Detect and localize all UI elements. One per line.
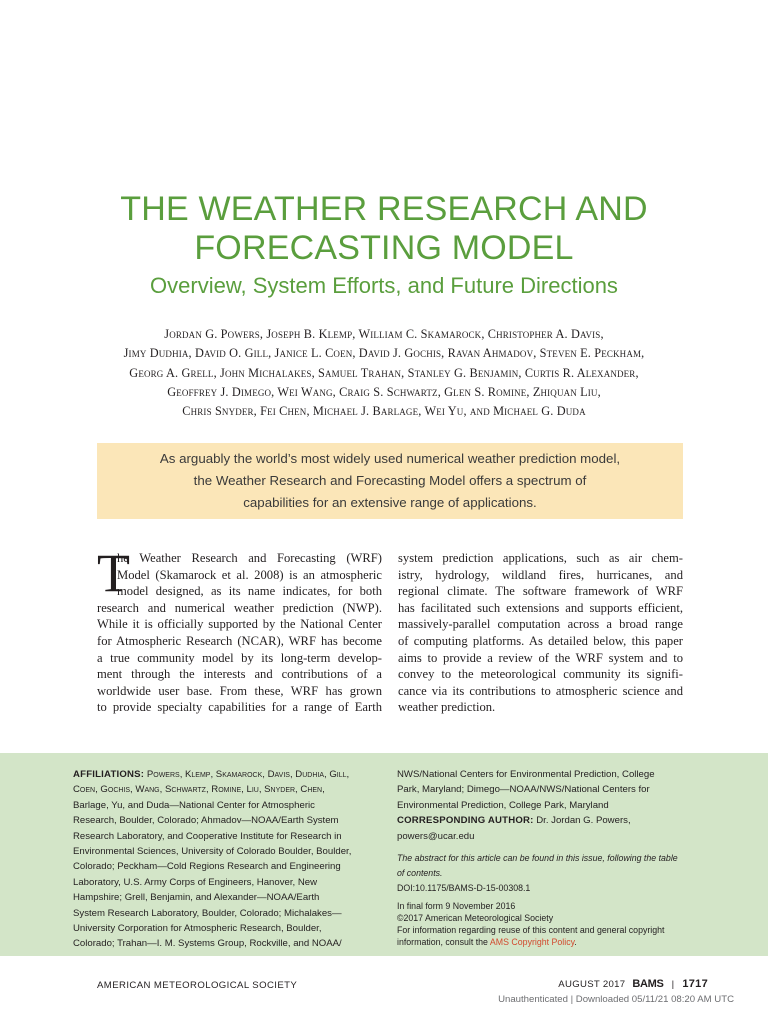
drop-cap: T — [97, 543, 130, 603]
abstract-note: The abstract for this article can be found in this issue, following the table — [397, 853, 678, 864]
abstract-callout — [97, 443, 683, 519]
corresponding-author-label: CORRESPONDING AUTHOR: — [397, 815, 534, 827]
doi: DOI:10.1175/BAMS-D-15-00308.1 — [397, 883, 531, 894]
affiliations-label: AFFILIATIONS: — [73, 769, 145, 780]
affiliation-line: Powers, Klemp, Skamarock, Davis, Dudhia, Gill, — [146, 769, 350, 780]
affiliation-line: Colorado; Trahan—I. M. Systems Group, Rockville, and NOAA/ — [73, 938, 342, 950]
footer-separator: | — [671, 979, 675, 990]
footer-date: AUGUST 2017 — [558, 979, 626, 990]
abstract-line: the Weather Research and Forecasting Model offers a spectrum of — [193, 473, 587, 488]
body-line: a true community model by its long-term develop- — [97, 650, 382, 665]
author-line: Geoffrey J. Dimego, Wei Wang, Craig S. Schwartz, Glen S. Romine, Zhiquan Liu, — [167, 384, 601, 399]
affiliation-line: Coen, Gochis, Wang, Schwartz, Romine, Liu, Snyder, Chen, — [73, 784, 325, 796]
author-line: Chris Snyder, Fei Chen, Michael J. Barlage, Wei Yu, and Michael G. Duda — [182, 404, 586, 419]
affiliation-line: Environmental Prediction, College Park, Maryland — [397, 799, 609, 811]
affiliations-box — [0, 753, 768, 956]
affiliations-right — [397, 767, 717, 948]
affiliation-line: Barlage, Yu, and Duda—National Center for Atmospheric — [73, 799, 315, 811]
affiliation-line: Laboratory, U.S. Army Corps of Engineers, Hanover, New — [73, 876, 318, 888]
article-title-line-1: THE WEATHER RESEARCH AND — [120, 190, 648, 228]
reuse-note: For information regarding reuse of this content and general copyright — [397, 925, 665, 936]
affiliation-line: NWS/National Centers for Environmental Prediction, College — [397, 769, 655, 780]
author-line: Jordan G. Powers, Joseph B. Klemp, William C. Skamarock, Christopher A. Davis, — [164, 327, 604, 341]
reuse-note: information, consult the — [397, 937, 488, 948]
copyright: ©2017 American Meteorological Society — [397, 913, 554, 924]
abstract-note: of contents. — [397, 868, 443, 879]
body-line: system prediction applications, such as air chem- — [398, 551, 683, 565]
journal-logo: BAMS — [632, 978, 664, 990]
affiliation-line: System Research Laboratory, Boulder, Colorado; Michalakes— — [73, 907, 342, 919]
footer-society: AMERICAN METEOROLOGICAL SOCIETY — [97, 980, 298, 991]
body-line: aims to provide a review of the WRF system and to — [398, 650, 683, 665]
body-column-left — [97, 543, 382, 716]
body-line: Model (Skamarock et al. 2008) is an atmospheric — [117, 567, 382, 582]
affiliation-line: Colorado; Peckham—Cold Regions Research and Engineering — [73, 861, 341, 873]
body-line: research and numerical weather prediction (NWP). — [97, 600, 382, 615]
body-line: worldwide user base. From these, WRF has grown — [97, 683, 382, 698]
body-line: ment through the interests and contributions of a — [97, 667, 382, 682]
body-line: While it is officially supported by the National Center — [97, 617, 382, 632]
abstract-line: capabilities for an extensive range of applications. — [243, 495, 537, 510]
affiliation-line: Environmental Sciences, University of Colorado Boulder, Boulder, — [73, 846, 352, 858]
author-list — [60, 325, 708, 421]
body-line: to provide specialty capabilities for a range of Earth — [97, 700, 382, 715]
body-line: he Weather Research and Forecasting (WRF) — [117, 551, 382, 565]
body-column-right — [398, 550, 683, 716]
affiliation-line: Park, Maryland; Dimego—NOAA/NWS/National Centers for — [397, 784, 650, 796]
article-title-line-2: FORECASTING MODEL — [194, 229, 574, 267]
footer-issue — [558, 978, 708, 990]
affiliation-line: Research, Boulder, Colorado; Ahmadov—NOAA/Earth System — [73, 815, 339, 827]
abstract-line: As arguably the world’s most widely used numerical weather prediction model, — [159, 451, 621, 466]
body-line: massively-parallel computation across a broad range — [398, 617, 683, 632]
body-line: weather prediction. — [398, 700, 496, 715]
body-line: convey to the meteorological community its signifi- — [398, 667, 683, 682]
body-line: model designed, as its name indicates, for both — [117, 584, 382, 599]
author-line: Jimy Dudhia, David O. Gill, Janice L. Coen, David J. Gochis, Ravan Ahmadov, Steven E. Peckham, — [123, 346, 645, 361]
page-number: 1717 — [682, 978, 708, 990]
body-line: regional climate. The software framework of WRF — [398, 584, 683, 599]
download-stamp: Unauthenticated | Downloaded 05/11/21 08:20 AM UTC — [498, 994, 734, 1005]
body-line: of computing platforms. As detailed below, this paper — [398, 633, 683, 648]
copyright-policy-link[interactable]: AMS Copyright Policy — [489, 937, 575, 948]
affiliation-line: University Corporation for Atmospheric Research, Boulder, — [73, 923, 322, 935]
affiliation-line: Hampshire; Grell, Benjamin, and Alexander—NOAA/Earth — [73, 892, 320, 904]
article-subtitle: Overview, System Efforts, and Future Directions — [150, 273, 618, 298]
body-line: for Atmospheric Research (NCAR), WRF has become — [97, 633, 382, 648]
author-line: Georg A. Grell, John Michalakes, Samuel Trahan, Stanley G. Benjamin, Curtis R. Alexander, — [129, 365, 639, 380]
corresponding-author-name: Dr. Jordan G. Powers, — [536, 815, 631, 827]
reuse-note-end: . — [574, 937, 577, 948]
corresponding-author-email[interactable]: powers@ucar.edu — [397, 830, 475, 842]
affiliations-left — [73, 767, 373, 952]
affiliation-line: Research Laboratory, and Cooperative Institute for Research in — [73, 830, 342, 842]
final-form-date: In final form 9 November 2016 — [397, 901, 516, 912]
body-line: cance via its contributions to atmospheric science and — [398, 683, 683, 698]
body-line: istry, hydrology, wildland fires, hurricanes, and — [398, 567, 683, 582]
body-line: has facilitated such extensions and supports efficient, — [398, 600, 683, 615]
